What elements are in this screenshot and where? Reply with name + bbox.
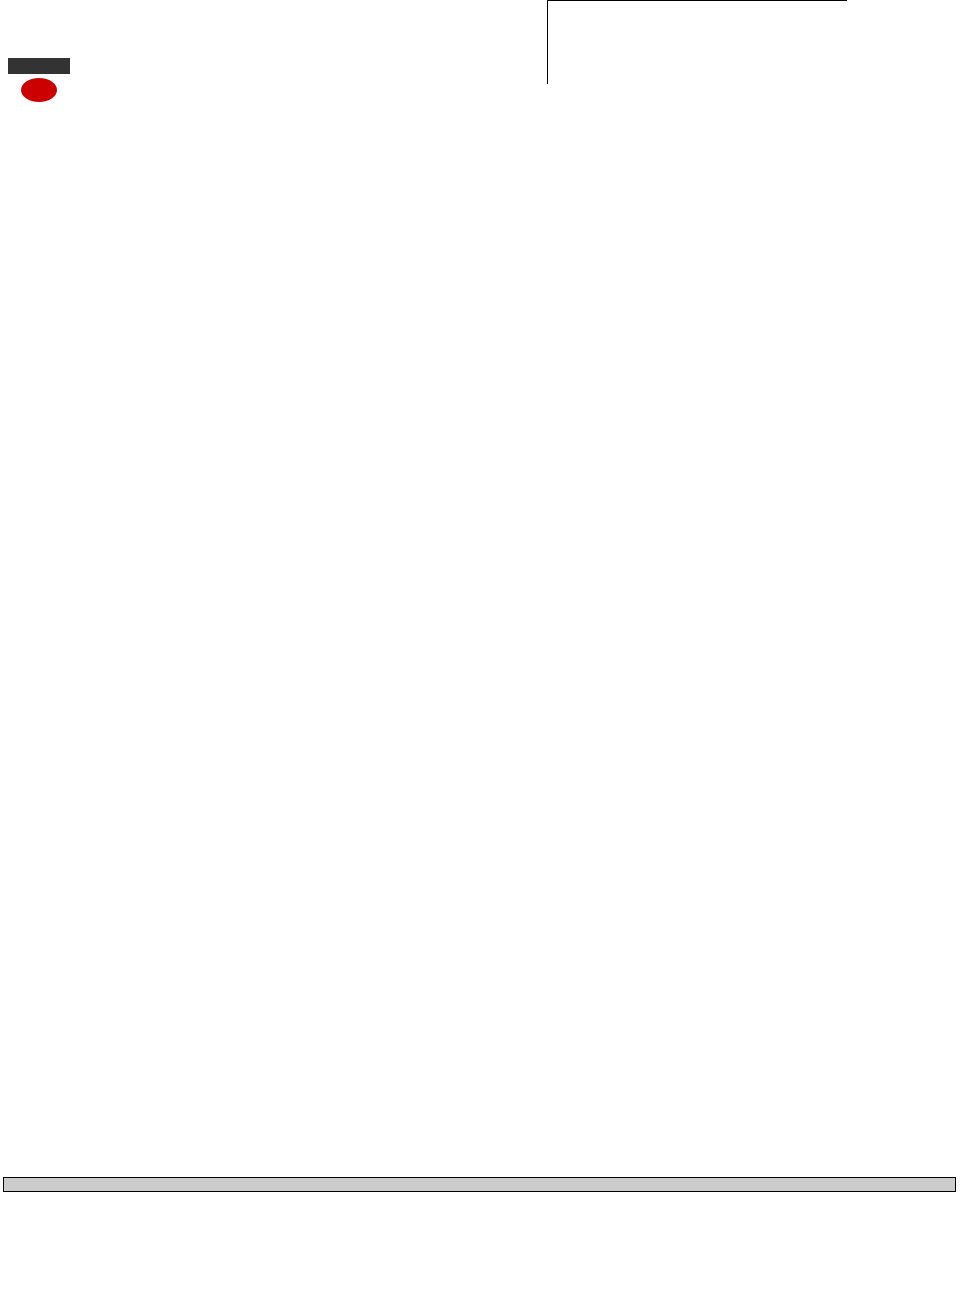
col-head-per-pallet	[698, 84, 760, 116]
col-head-price	[760, 84, 848, 116]
henkel-logo-icon	[21, 78, 57, 102]
ceresit-henkel-logo	[8, 58, 70, 116]
col-head-vat	[850, 84, 950, 116]
col-head-per-box	[636, 84, 696, 116]
col-head-pack	[557, 84, 629, 116]
section-heading	[3, 1177, 956, 1192]
header-box	[547, 0, 847, 84]
ceresit-logo-text	[8, 58, 70, 74]
